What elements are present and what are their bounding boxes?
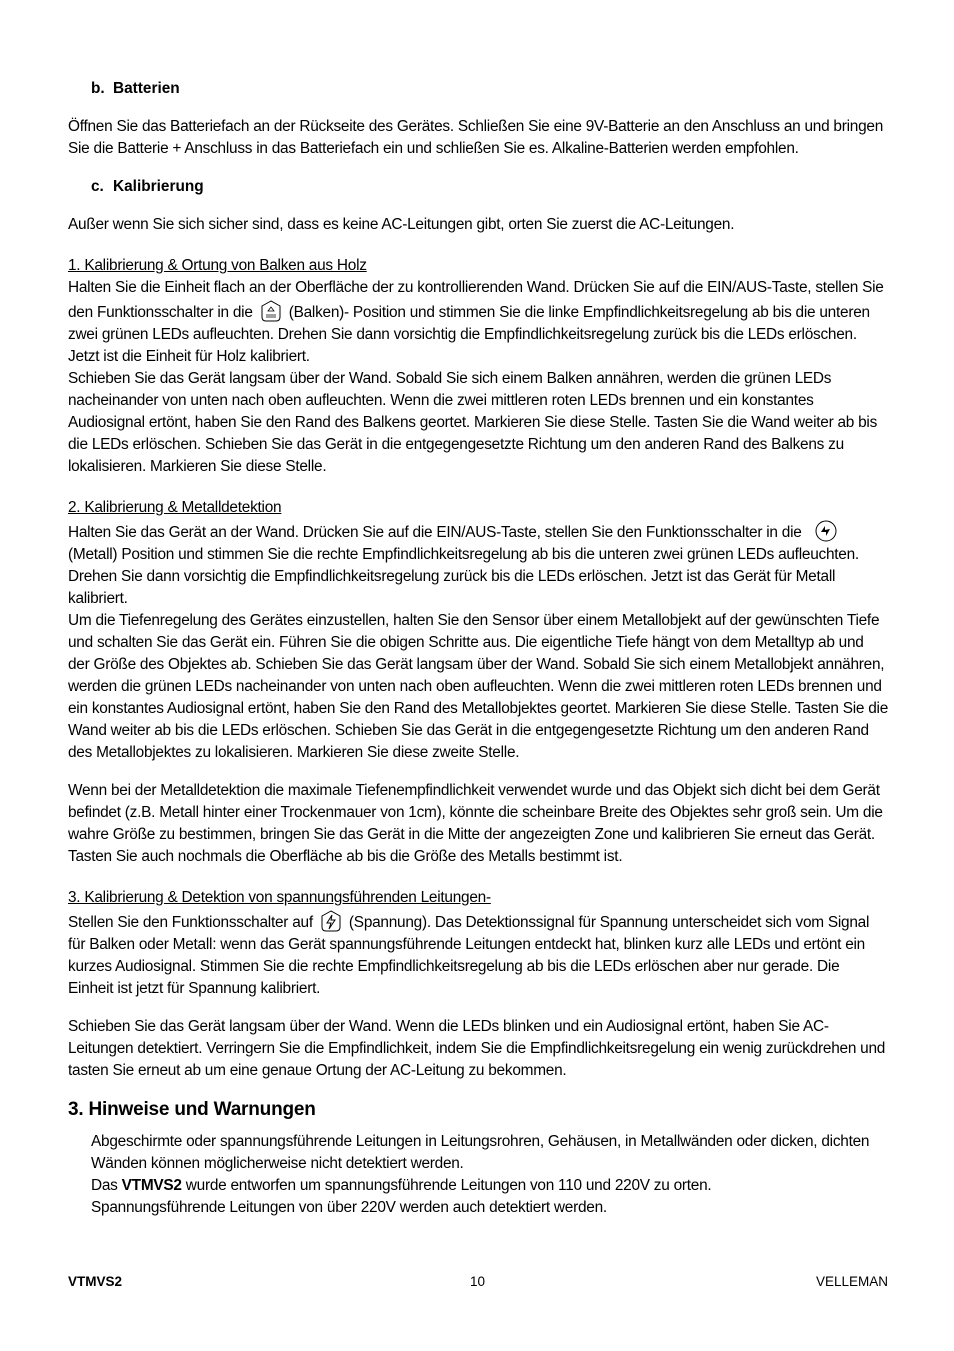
stud-wood-icon xyxy=(259,299,283,321)
wood-calibration-paragraph-1: Halten Sie die Einheit flach an der Oberfläche der zu kontrollierenden Wand. Drücken Sie auf die EIN/AUS-Taste, stellen Sie den Funktionsschalter in die (Balken)- Position und stimmen Sie die linke Empfindlichkeitsregelung ab bis die unteren zwei grünen LEDs aufleuchten. Drehen Sie dann vorsichtig die Empfindlichkeitsregelung zurück bis die LEDs erlöschen. Jetzt ist die Einheit für Holz kalibriert. xyxy=(68,279,884,365)
warnings-heading: 3. Hinweise und Warnungen xyxy=(68,1099,316,1120)
calibration-intro: Außer wenn Sie sich sicher sind, dass es keine AC-Leitungen gibt, orten Sie zuerst die AC-Leitungen. xyxy=(68,216,735,233)
wood-calibration-title: 1. Kalibrierung & Ortung von Balken aus Holz xyxy=(68,257,367,274)
manual-page xyxy=(68,78,888,1219)
warnings-paragraph-2: Das VTMVS2 wurde entworfen um spannungsführende Leitungen von 110 und 220V zu orten. xyxy=(91,1177,712,1194)
page-number: 10 xyxy=(470,1274,486,1289)
voltage-calibration-paragraph-1: Stellen Sie den Funktionsschalter auf (Spannung). Das Detektionssignal für Spannung unterscheidet sich vom Signal für Balken oder Metall: wenn das Gerät spannungsführende Leitungen entdeckt hat, blinken kurz alle LEDs und ertönt ein kurzes Audiosignal. Stimmen Sie die rechte Empfindlichkeitsregelung ab bis die LEDs erlöschen aber nur gerade. Die Einheit ist jetzt für Spannung kalibriert. xyxy=(68,909,888,1000)
metal-depth-paragraph: Um die Tiefenregelung des Gerätes einzustellen, halten Sie den Sensor über einem Metallobjekt auf der gewünschten Tiefe und schalten Sie das Gerät ein. Führen Sie die obigen Schritte aus. Die eigentliche Tiefe hängt von dem Metalltyp ab und der Größe des Objektes ab. Schieben Sie das Gerät langsam über der Wand. Sobald Sie sich einem Metallobjekt annähren, werden die grünen LEDs nacheinander von unten nach oben aufleuchten. Wenn die zwei mittleren roten LEDs brennen und ein konstantes Audiosignal ertönt, haben Sie den Rand des Metallobjektes geortet. Markieren Sie diese Stelle. Tasten Sie die Wand weiter ab bis die LEDs erlöschen. Schieben Sie das Gerät in die entgegengesetzte Richtung um den anderen Rand des Metallobjektes zu lokalisieren. Markieren Sie diese zweite Stelle. xyxy=(68,612,889,761)
product-name: VTMVS2 xyxy=(121,1177,182,1194)
warnings-paragraph-3: Spannungsführende Leitungen von über 220V werden auch detektiert werden. xyxy=(91,1199,607,1216)
batteries-paragraph: Öffnen Sie das Batteriefach an der Rückseite des Gerätes. Schließen Sie eine 9V-Batterie an den Anschluss an und bringen Sie die Batterie + Anschluss in das Batteriefach ein und schließen Sie es. Alkaline-Batterien werden empfohlen. xyxy=(68,118,884,157)
warnings-paragraph-1: Abgeschirmte oder spannungsführende Leitungen in Leitungsrohren, Gehäusen, in Metallwänden oder dicken, dichten Wänden können möglicherweise nicht detektiert werden. xyxy=(91,1133,870,1172)
voltage-detection-paragraph: Schieben Sie das Gerät langsam über der Wand. Wenn die LEDs blinken und ein Audiosignal ertönt, haben Sie AC-Leitungen detektiert. Verringern Sie die Empfindlichkeit, indem Sie die Empfindlichkeitsregelung ein wenig zurückdrehen und tasten Sie erneut ab um eine genaue Ortung der AC-Leitung zu bekommen. xyxy=(68,1018,886,1079)
voltage-calibration-title: 3. Kalibrierung & Detektion von spannungsführenden Leitungen- xyxy=(68,889,491,906)
section-b-heading: b. Batterien xyxy=(91,80,180,97)
metal-calibration-paragraph-1: Halten Sie das Gerät an der Wand. Drücken Sie auf die EIN/AUS-Taste, stellen Sie den Funktionsschalter in die (Metall) Position und stimmen Sie die rechte Empfindlichkeitsregelung ab bis die unteren zwei grünen LEDs aufleuchten. Drehen Sie dann vorsichtig die Empfindlichkeitsregelung zurück bis die LEDs erlöschen. Jetzt ist das Gerät für Metall kalibriert. xyxy=(68,519,888,610)
metal-icon xyxy=(814,519,838,541)
section-c-heading: c. Kalibrierung xyxy=(91,178,204,195)
footer-product-code: VTMVS2 xyxy=(68,1274,123,1289)
page-footer xyxy=(68,1274,888,1289)
footer-brand: VELLEMAN xyxy=(815,1274,888,1289)
metal-calibration-title: 2. Kalibrierung & Metalldetektion xyxy=(68,499,282,516)
metal-size-paragraph: Wenn bei der Metalldetektion die maximale Tiefenempfindlichkeit verwendet wurde und das Objekt sich dicht bei dem Gerät befindet (z.B. Metall hinter einer Trockenmauer von 1cm), könnte die scheinbare Breite des Objektes sehr groß sein. Um die wahre Größe zu bestimmen, bringen Sie das Gerät in die Mitte der angezeigten Zone und kalibrieren Sie erneut das Gerät. Tasten Sie auch nochmals die Oberfläche ab bis die Größe des Metalls bestimmt ist. xyxy=(68,782,883,865)
wood-calibration-paragraph-2: Schieben Sie das Gerät langsam über der Wand. Sobald Sie sich einem Balken annähren, werden die grünen LEDs nacheinander von unten nach oben aufleuchten. Wenn die zwei mittleren roten LEDs brennen und ein konstantes Audiosignal ertönt, haben Sie den Rand des Balkens geortet. Markieren Sie diese Stelle. Tasten Sie die Wand weiter ab bis die LEDs erlöschen. Schieben Sie das Gerät in die entgegengesetzte Richtung um den anderen Rand des Balkens zu lokalisieren. Markieren Sie diese Stelle. xyxy=(68,370,878,475)
warnings-body xyxy=(68,1131,888,1219)
voltage-icon xyxy=(319,909,343,931)
